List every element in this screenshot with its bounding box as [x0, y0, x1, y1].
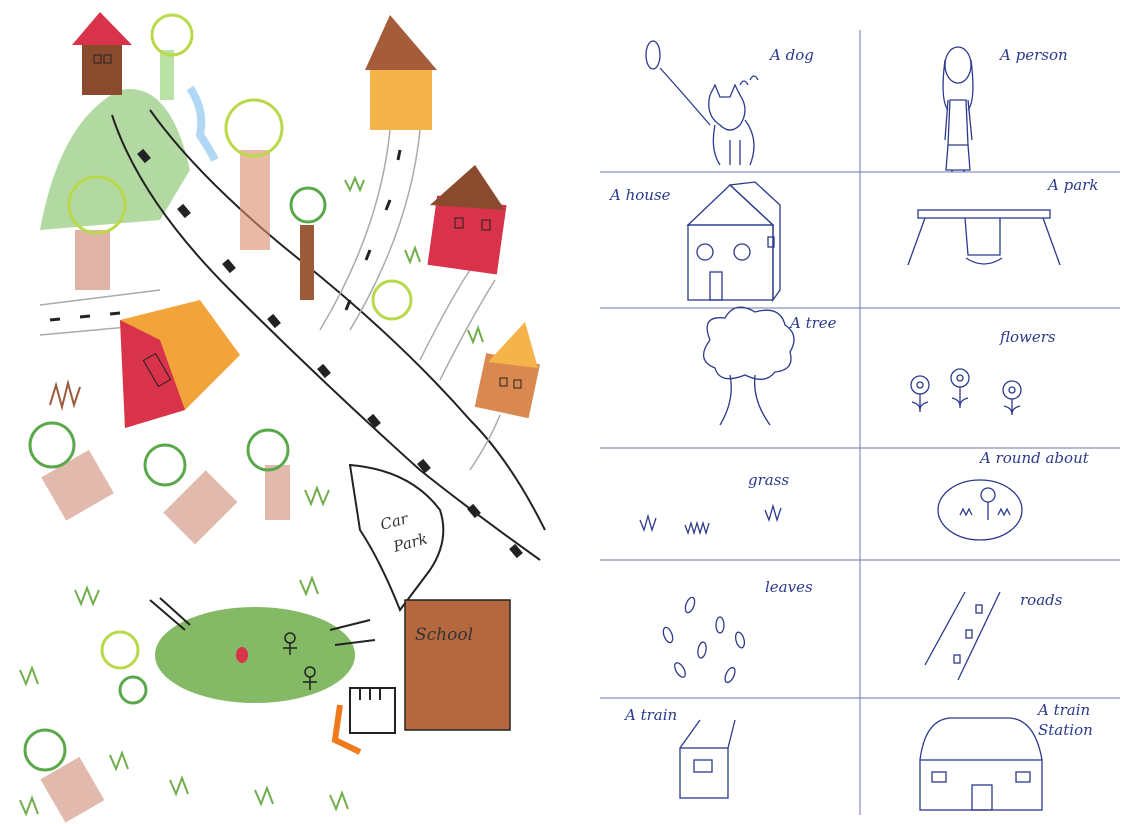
legend-label-leaves: leaves	[765, 578, 813, 596]
school	[405, 600, 510, 730]
tree-icon	[704, 307, 794, 425]
train-icon	[680, 720, 735, 798]
leaves-icon	[662, 596, 746, 684]
legend-label-house: A house	[610, 186, 671, 204]
flowers-icon	[911, 369, 1021, 415]
legend-label-station-2: Station	[1038, 721, 1093, 739]
hill	[40, 89, 190, 230]
legend-label-train: A train	[625, 706, 678, 724]
small-station	[350, 688, 395, 733]
orange-red-house	[120, 300, 240, 428]
legend-sheet	[580, 0, 1135, 824]
stream	[190, 88, 215, 160]
swing-icon	[908, 210, 1060, 265]
legend-label-station-1: A train	[1038, 701, 1091, 719]
roundabout-park	[150, 598, 375, 703]
hill-house-icon	[72, 12, 132, 95]
red-house	[427, 165, 506, 275]
car-park-label-1: Car	[378, 509, 410, 534]
brown-tuft	[50, 383, 80, 407]
orange-mark	[335, 705, 360, 752]
orange-house-top	[365, 15, 437, 130]
legend-label-flowers: flowers	[1000, 328, 1056, 346]
legend-label-tree: A tree	[790, 314, 837, 332]
legend-label-roads: roads	[1020, 591, 1063, 609]
map-drawing	[0, 0, 560, 824]
dog-icon	[646, 41, 758, 165]
person-icon	[943, 47, 973, 172]
small-house-right	[475, 322, 540, 418]
legend-label-park: A park	[1048, 176, 1099, 194]
side-road-top	[320, 130, 420, 330]
grass-icon	[640, 506, 781, 533]
legend-label-person: A person	[1000, 46, 1068, 64]
car-park-label-2: Park	[391, 529, 430, 556]
legend-label-dog: A dog	[770, 46, 814, 64]
roundabout-icon	[938, 480, 1022, 540]
legend-label-grass: grass	[748, 471, 790, 489]
legend-label-roundabout: A round about	[980, 449, 1089, 467]
car-park	[350, 465, 443, 610]
train-station-icon	[920, 718, 1042, 810]
roads-icon	[925, 592, 1000, 680]
legend-grid	[600, 30, 1120, 815]
house-icon	[688, 182, 780, 300]
school-label: School	[415, 625, 474, 645]
